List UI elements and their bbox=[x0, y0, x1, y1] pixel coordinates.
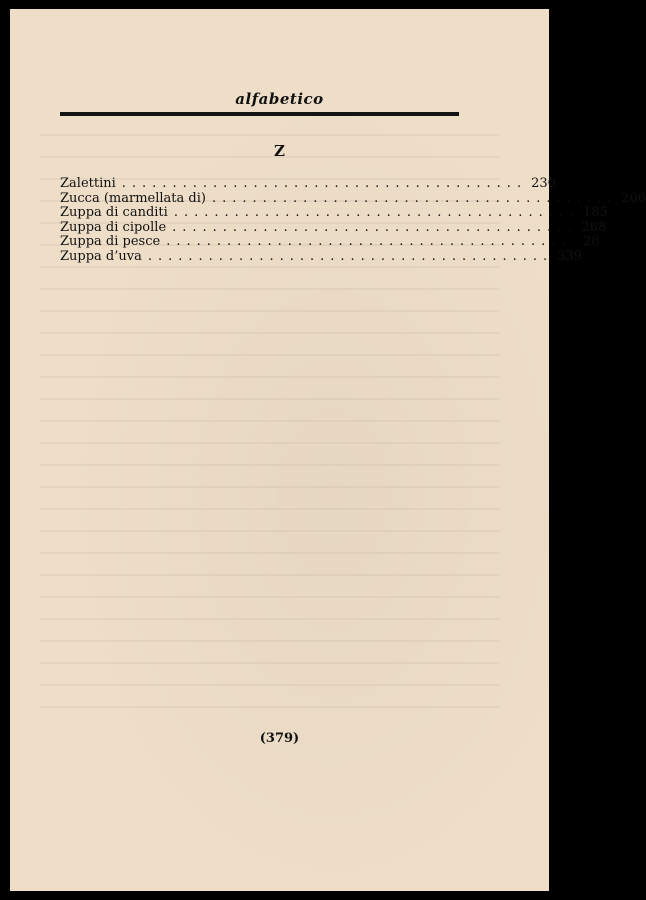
index-entry bbox=[60, 205, 608, 221]
page-number: (379) bbox=[259, 731, 300, 746]
index-entry bbox=[60, 176, 556, 192]
leader-dots: ........................................ bbox=[211, 190, 618, 206]
entry-page: 339 bbox=[557, 248, 582, 264]
entry-label: Zuppa di pesce bbox=[60, 234, 161, 250]
index-list bbox=[60, 176, 646, 265]
entry-label: Zuppa d’uva bbox=[60, 248, 142, 264]
entry-label: Zuppa di cipolle bbox=[60, 219, 167, 235]
entry-label: Zuppa di canditi bbox=[60, 205, 168, 221]
entry-page: 28 bbox=[582, 234, 600, 250]
running-head: alfabetico bbox=[235, 90, 324, 108]
entry-label: Zalettini bbox=[60, 176, 116, 191]
leader-dots: ........................................ bbox=[173, 205, 580, 221]
leader-dots: ........................................ bbox=[172, 219, 578, 235]
index-entry bbox=[60, 234, 600, 250]
entry-page: 206 bbox=[621, 190, 646, 206]
section-letter: Z bbox=[274, 142, 285, 160]
leader-dots: ........................................ bbox=[121, 176, 528, 191]
entry-page: 230 bbox=[531, 176, 556, 191]
entry-page: 185 bbox=[583, 205, 608, 221]
book-page bbox=[10, 9, 646, 891]
index-entry bbox=[60, 219, 607, 236]
entry-page: 268 bbox=[581, 219, 607, 235]
index-entry bbox=[60, 190, 646, 207]
leader-dots: ........................................ bbox=[166, 234, 572, 250]
leader-dots: ........................................ bbox=[147, 248, 554, 264]
entry-label: Zucca (marmellata di) bbox=[60, 190, 206, 206]
index-entry bbox=[60, 248, 582, 265]
header-rule bbox=[60, 112, 459, 116]
